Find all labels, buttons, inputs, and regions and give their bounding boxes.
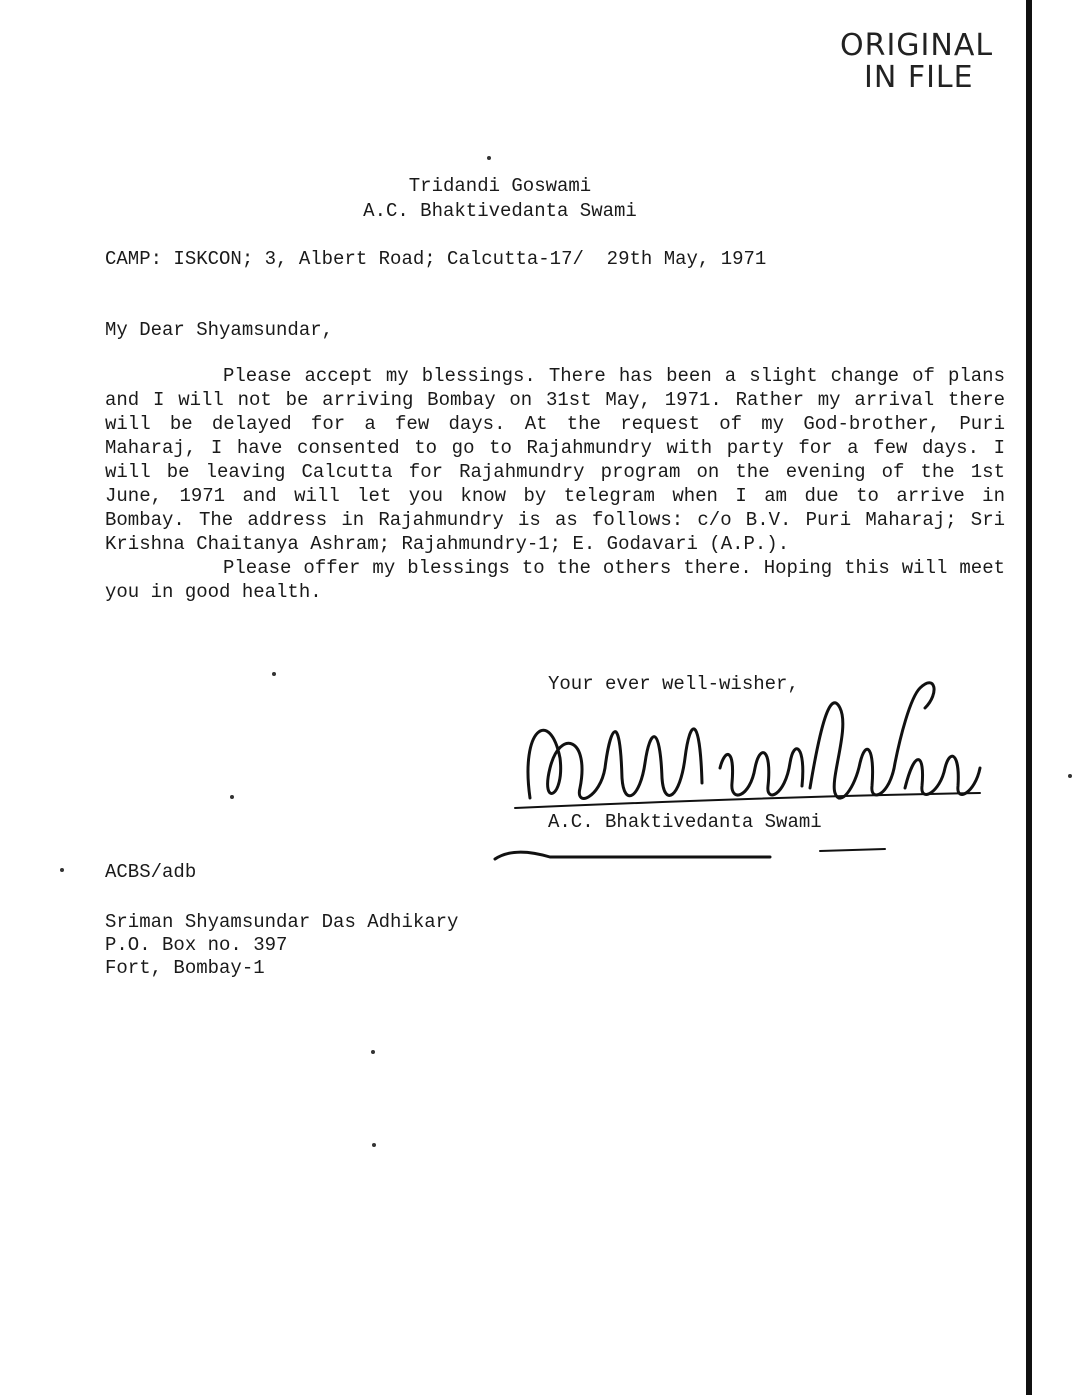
signer-name: A.C. Bhaktivedanta Swami (548, 811, 822, 833)
reference-initials: ACBS/adb (105, 861, 197, 883)
original-in-file-stamp (840, 30, 1010, 94)
stamp-line-2: IN FILE (864, 60, 974, 95)
recipient-name: Sriman Shyamsundar Das Adhikary (105, 911, 459, 933)
scan-speck (60, 868, 64, 872)
closing-line: Your ever well-wisher, (548, 673, 799, 695)
letter-body (105, 364, 1005, 604)
recipient-city: Fort, Bombay-1 (105, 957, 265, 979)
scan-speck (487, 156, 491, 160)
scan-speck (272, 672, 276, 676)
camp-address-date: CAMP: ISKCON; 3, Albert Road; Calcutta-17/ 29th May, 1971 (105, 248, 767, 270)
recipient-po-box: P.O. Box no. 397 (105, 934, 288, 956)
scan-speck (230, 795, 234, 799)
scan-edge-line (1026, 0, 1032, 1395)
letterhead-title: Tridandi Goswami (408, 175, 592, 197)
salutation: My Dear Shyamsundar, (105, 319, 334, 341)
body-paragraph-2: Please offer my blessings to the others there. Hoping this will meet you in good health. (105, 557, 1005, 603)
body-paragraph-1: Please accept my blessings. There has been a slight change of plans and I will not be arriving Bombay on 31st May, 1971. Rather my arrival there will be delayed for a few days. At the request of my God-brother, Puri Maharaj, I have consented to go to Rajahmundry with party for a few days. I will be leaving Calcutta for Rajahmundry program on the evening of the 1st June, 1971 and will let you know by telegram when I am due to arrive in Bombay. The address in Rajahmundry is as follows: c/o B.V. Puri Maharaj; Sri Krishna Chaitanya Ashram; Rajahmundry-1; E. Godavari (A.P.). (105, 365, 1005, 555)
scan-speck (371, 1050, 375, 1054)
scan-speck (372, 1143, 376, 1147)
scan-speck (1068, 774, 1072, 778)
signature-underline (490, 845, 890, 865)
stamp-line-1: ORIGINAL (840, 28, 994, 63)
letterhead-name: A.C. Bhaktivedanta Swami (363, 200, 637, 222)
